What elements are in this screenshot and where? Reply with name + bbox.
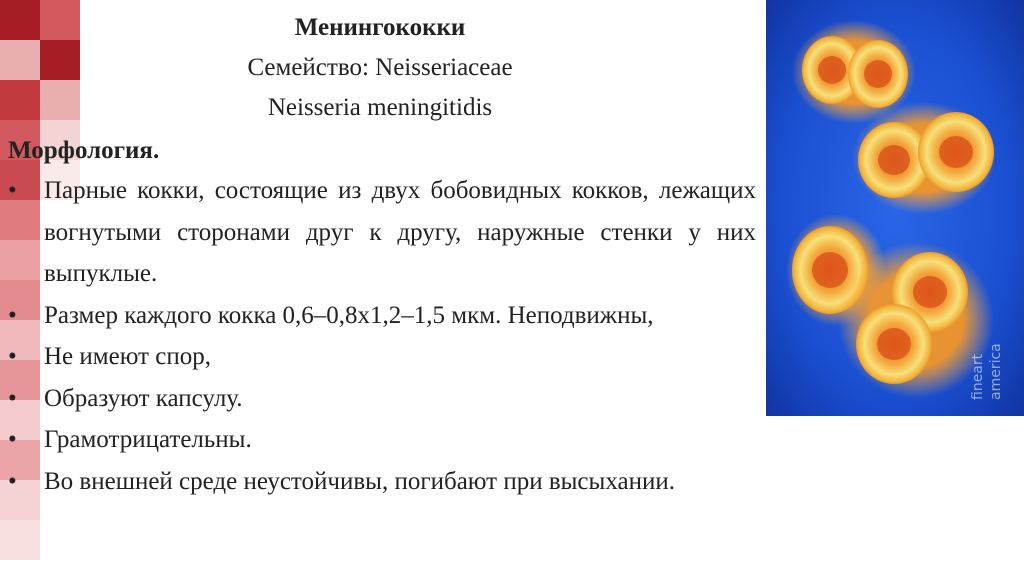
list-item bbox=[8, 170, 756, 295]
list-item bbox=[8, 461, 756, 503]
list-item bbox=[8, 295, 756, 337]
mosaic-tile bbox=[0, 520, 40, 560]
family-line: Семейство: Neisseriaceae bbox=[247, 54, 513, 81]
list-item bbox=[8, 336, 756, 378]
list-item-text: Во внешней среде неустойчивы, погибают при высыхании. bbox=[44, 467, 675, 495]
list-item-text: Грамотрицательны. bbox=[44, 426, 252, 453]
species-line: Neisseria meningitidis bbox=[267, 94, 493, 121]
slide-title: Менингококки bbox=[294, 14, 466, 41]
mosaic-tile bbox=[0, 40, 40, 80]
mosaic-tile bbox=[0, 0, 40, 40]
watermark-line-2: america bbox=[988, 343, 1004, 400]
list-item-text: Образуют капсулу. bbox=[44, 384, 243, 412]
morphology-section bbox=[8, 132, 756, 502]
morphology-heading: Морфология. bbox=[8, 137, 160, 164]
list-item-text: Размер каждого кокка 0,6–0,8х1,2–1,5 мкм. Неподвижны, bbox=[44, 301, 654, 329]
bullet-glyph: • bbox=[8, 384, 17, 412]
mosaic-tile bbox=[40, 40, 80, 80]
list-item-text: Парные кокки, состоящие из двух бобовидных кокков, лежащих вогнутыми сторонами друг к другу, наружные стенки у них выпуклые. bbox=[44, 177, 756, 287]
meningococci-micrograph bbox=[766, 0, 1024, 416]
list-item bbox=[8, 419, 756, 461]
bullet-glyph: • bbox=[8, 467, 17, 495]
list-item bbox=[8, 378, 756, 420]
list-item-text: Не имеют спор, bbox=[44, 343, 211, 370]
mosaic-tile bbox=[40, 80, 80, 120]
bullet-glyph: • bbox=[8, 177, 17, 204]
bullet-glyph: • bbox=[8, 301, 17, 329]
mosaic-tile bbox=[40, 0, 80, 40]
diplococcus-middle bbox=[852, 102, 996, 214]
mosaic-tile bbox=[0, 80, 40, 120]
bullet-glyph: • bbox=[8, 426, 17, 453]
watermark-logo bbox=[958, 322, 1018, 402]
slide-title-block bbox=[150, 8, 610, 128]
morphology-list bbox=[8, 170, 756, 502]
bullet-glyph: • bbox=[8, 343, 17, 370]
watermark-line-1: fineart bbox=[970, 353, 986, 400]
